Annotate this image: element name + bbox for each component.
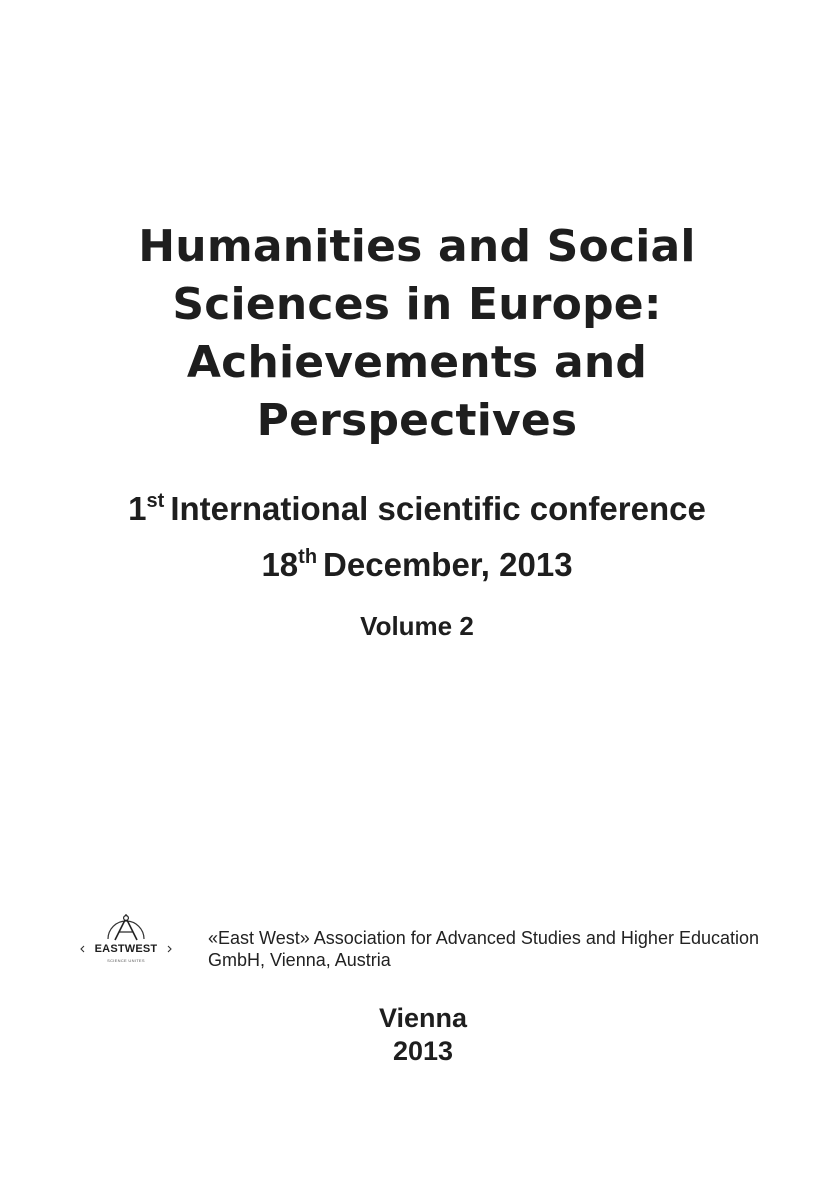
book-title-line: Sciences in Europe: bbox=[172, 279, 662, 330]
book-title-line: Achievements and bbox=[186, 337, 648, 388]
book-title-line: Perspectives bbox=[256, 395, 578, 446]
eastwest-logo bbox=[74, 905, 178, 975]
publisher-block bbox=[74, 905, 774, 985]
conference-date bbox=[0, 545, 834, 585]
compass-icon bbox=[74, 905, 178, 975]
conference-day: 18 bbox=[261, 546, 299, 583]
publisher-line: GmbH, Vienna, Austria bbox=[208, 950, 391, 970]
conference-day-suffix: th bbox=[298, 546, 318, 568]
imprint-city: Vienna bbox=[378, 1003, 468, 1033]
book-title-line: Humanities and Social bbox=[138, 221, 696, 272]
publisher-name bbox=[208, 927, 778, 971]
conference-title: International scientific conference bbox=[170, 490, 706, 527]
logo-tagline: SCIENCE UNITES bbox=[107, 958, 145, 963]
volume-label: Volume 2 bbox=[360, 611, 474, 641]
logo-wordmark: EASTWEST bbox=[94, 943, 158, 955]
book-title bbox=[0, 218, 834, 450]
conference-name bbox=[0, 489, 834, 529]
conference-number-suffix: st bbox=[146, 490, 165, 512]
publisher-line: «East West» Association for Advanced Studies and Higher Education bbox=[208, 928, 760, 948]
imprint bbox=[0, 1002, 834, 1068]
conference-number: 1 bbox=[128, 490, 147, 527]
conference-month-year: December, 2013 bbox=[323, 546, 573, 583]
imprint-year: 2013 bbox=[392, 1036, 454, 1066]
